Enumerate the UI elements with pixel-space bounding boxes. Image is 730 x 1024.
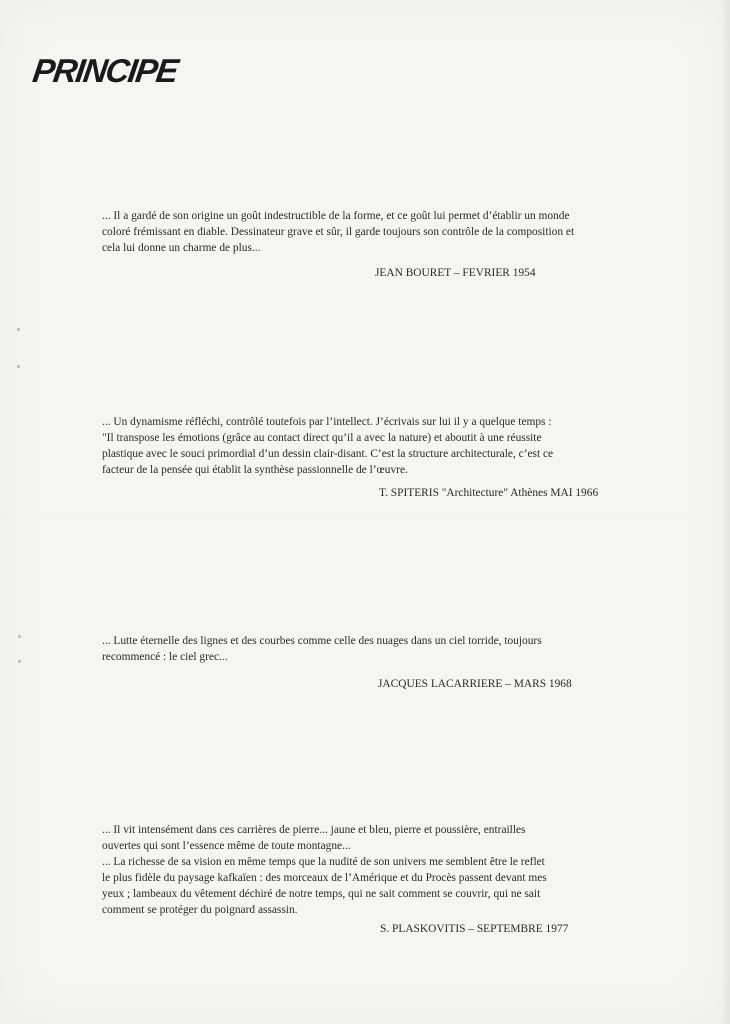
- quote-line: recommencé : le ciel grec...: [102, 651, 228, 663]
- quote-line: ... Un dynamisme réfléchi, contrôlé toutefois par l’intellect. J’écrivais sur lui il y a quelque temps :: [102, 416, 552, 428]
- paper-edge: [722, 0, 730, 1024]
- punch-mark: [18, 635, 21, 638]
- quote-line: coloré frémissant en diable. Dessinateur grave et sûr, il garde toujours son contrôle de la composition et: [102, 226, 575, 238]
- quote-line: comment se protéger du poignard assassin.: [102, 904, 298, 916]
- quote-signature: S. PLASKOVITIS – SEPTEMBRE 1977: [380, 923, 569, 935]
- quote-line: yeux ; lambeaux du vêtement déchiré de notre temps, qui ne sait comment se couvrir, qui ne sait: [102, 888, 541, 900]
- quote-line: ... La richesse de sa vision en même temps que la nudité de son univers me semblent être le reflet: [102, 856, 545, 868]
- quote-line: plastique avec le souci primordial d’un dessin clair-disant. C’est la structure architecturale, c’est ce: [102, 448, 554, 460]
- quote-block: [102, 633, 602, 665]
- quote-line: ouvertes qui sont l’essence même de toute montagne...: [102, 840, 351, 852]
- quote-block: [102, 414, 602, 478]
- quote-signature: JACQUES LACARRIERE – MARS 1968: [378, 678, 572, 690]
- quote-line: ... Lutte éternelle des lignes et des courbes comme celle des nuages dans un ciel torride, toujours: [102, 635, 542, 647]
- punch-mark: [17, 365, 20, 368]
- quote-line: "Il transpose les émotions (grâce au contact direct qu’il a avec la nature) et aboutit à une réussite: [102, 432, 542, 444]
- quote-block: [102, 208, 602, 256]
- punch-mark: [17, 328, 20, 331]
- quote-line: cela lui donne un charme de plus...: [102, 242, 261, 254]
- paper-fold: [0, 515, 730, 517]
- quote-line: ... Il a gardé de son origine un goût indestructible de la forme, et ce goût lui permet d’établir un monde: [102, 210, 570, 222]
- quote-line: ... Il vit intensément dans ces carrières de pierre... jaune et bleu, pierre et poussière, entrailles: [102, 824, 526, 836]
- quote-signature: JEAN BOURET – FEVRIER 1954: [375, 267, 536, 279]
- quote-signature: T. SPITERIS "Architecture" Athènes MAI 1966: [379, 487, 599, 499]
- quote-line: facteur de la pensée qui établit la synthèse passionnelle de l’œuvre.: [102, 464, 408, 476]
- page-title: PRINCIPE: [30, 52, 180, 89]
- punch-mark: [18, 660, 21, 663]
- quote-line: le plus fidèle du paysage kafkaïen : des morceaux de l’Amérique et du Procès passent devant mes: [102, 872, 547, 884]
- quote-block: [102, 822, 602, 918]
